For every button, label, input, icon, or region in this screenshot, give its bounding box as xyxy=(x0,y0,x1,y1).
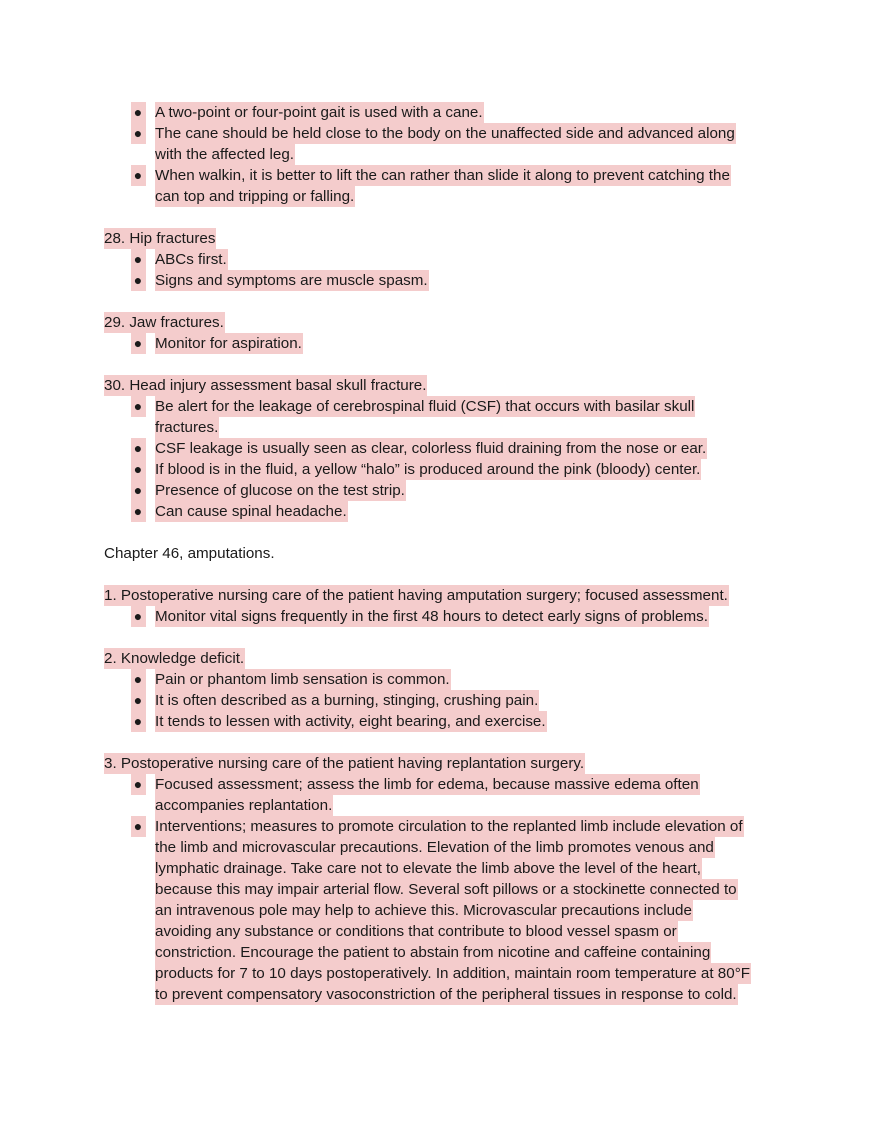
list-item-text: Can cause spinal headache. xyxy=(155,503,347,520)
list-item-text: with the affected leg. xyxy=(155,146,295,163)
list-item-text: because this may impair arterial flow. Several soft pillows or a stockinette connected to xyxy=(155,881,737,898)
list-item-text: Be alert for the leakage of cerebrospinal fluid (CSF) that occurs with basilar skull xyxy=(155,398,695,415)
bullet-icon: ● xyxy=(131,333,146,354)
bullet-icon: ● xyxy=(131,123,146,144)
list-item-text: Focused assessment; assess the limb for edema, because massive edema often xyxy=(155,776,699,793)
heading-text: 2. Knowledge deficit. xyxy=(104,650,245,667)
list-item-text: The cane should be held close to the body on the unaffected side and advanced along xyxy=(155,125,735,142)
heading-text: 30. Head injury assessment basal skull fracture. xyxy=(104,377,427,394)
list-item-text: fractures. xyxy=(155,419,219,436)
bullet-icon: ● xyxy=(131,249,146,270)
bullet-icon: ● xyxy=(131,480,146,501)
list-item-text: Interventions; measures to promote circulation to the replanted limb include elevation of xyxy=(155,818,743,835)
heading-text: 29. Jaw fractures. xyxy=(104,314,224,331)
heading-text: 1. Postoperative nursing care of the patient having amputation surgery; focused assessment. xyxy=(104,587,728,604)
bullet-icon: ● xyxy=(131,816,146,837)
bullet-icon: ● xyxy=(131,165,146,186)
list-item-text: It is often described as a burning, stinging, crushing pain. xyxy=(155,692,539,709)
list-item-text: CSF leakage is usually seen as clear, colorless fluid draining from the nose or ear. xyxy=(155,440,707,457)
list-item-text: accompanies replantation. xyxy=(155,797,333,814)
list-item-text: constriction. Encourage the patient to abstain from nicotine and caffeine containing xyxy=(155,944,711,961)
heading-text: 3. Postoperative nursing care of the patient having replantation surgery. xyxy=(104,755,585,772)
bullet-icon: ● xyxy=(131,501,146,522)
list-item-text: an intravenous pole may help to achieve this. Microvascular precautions include xyxy=(155,902,692,919)
heading-text: 28. Hip fractures xyxy=(104,230,216,247)
list-item-text: Monitor vital signs frequently in the first 48 hours to detect early signs of problems. xyxy=(155,608,708,625)
list-item-text: If blood is in the fluid, a yellow “halo” is produced around the pink (bloody) center. xyxy=(155,461,701,478)
heading-text: Chapter 46, amputations. xyxy=(104,545,275,562)
list-item-text: Signs and symptoms are muscle spasm. xyxy=(155,272,428,289)
bullet-icon: ● xyxy=(131,270,146,291)
bullet-icon: ● xyxy=(131,711,146,732)
list-item-text: Presence of glucose on the test strip. xyxy=(155,482,405,499)
list-item-text: the limb and microvascular precautions. Elevation of the limb promotes venous and xyxy=(155,839,714,856)
list-item-text: ABCs first. xyxy=(155,251,227,268)
list-item-text: A two-point or four-point gait is used with a cane. xyxy=(155,104,483,121)
bullet-icon: ● xyxy=(131,606,146,627)
list-item-text: avoiding any substance or conditions that contribute to blood vessel spasm or xyxy=(155,923,677,940)
bullet-icon: ● xyxy=(131,690,146,711)
bullet-icon: ● xyxy=(131,396,146,417)
bullet-icon: ● xyxy=(131,774,146,795)
list-item-text: It tends to lessen with activity, eight bearing, and exercise. xyxy=(155,713,546,730)
list-item-text: can top and tripping or falling. xyxy=(155,188,355,205)
bullet-icon: ● xyxy=(131,459,146,480)
bullet-icon: ● xyxy=(131,438,146,459)
list-item-text: lymphatic drainage. Take care not to elevate the limb above the level of the heart, xyxy=(155,860,701,877)
list-item-text: to prevent compensatory vasoconstriction of the peripheral tissues in response to cold. xyxy=(155,986,737,1003)
bullet-icon: ● xyxy=(131,102,146,123)
list-item-text: products for 7 to 10 days postoperatively. In addition, maintain room temperature at 80°F xyxy=(155,965,751,982)
list-item-text: Pain or phantom limb sensation is common. xyxy=(155,671,450,688)
bullet-icon: ● xyxy=(131,669,146,690)
list-item-text: Monitor for aspiration. xyxy=(155,335,302,352)
list-item-text: When walkin, it is better to lift the can rather than slide it along to prevent catching the xyxy=(155,167,730,184)
